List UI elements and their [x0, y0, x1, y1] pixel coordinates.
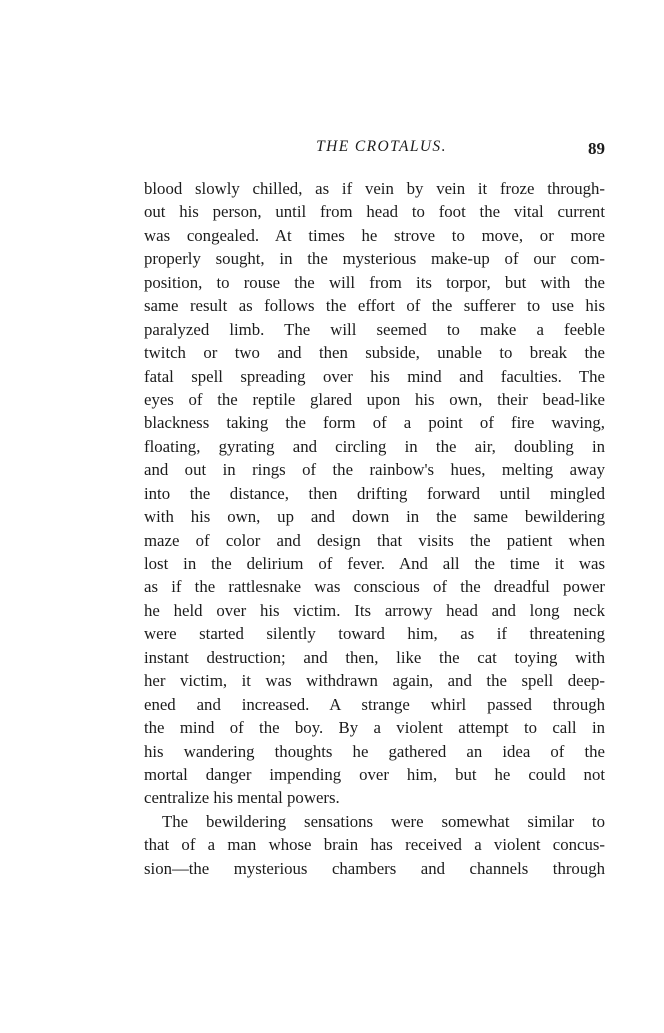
text-line: position, to rouse the will from its torpor, but with the	[144, 272, 605, 292]
text-line: fatal spell spreading over his mind and faculties. The	[144, 366, 605, 386]
text-line: as if the rattlesnake was conscious of the dreadful power	[144, 577, 605, 597]
page-number: 89	[588, 139, 605, 158]
text-line: into the distance, then drifting forward until mingled	[144, 483, 605, 503]
text-line: was congealed. At times he strove to move, or more	[144, 225, 605, 245]
text-line: out his person, until from head to foot the vital current	[144, 202, 605, 222]
text-line: her victim, it was withdrawn again, and the spell deep-	[144, 671, 605, 691]
text-line-paragraph-end: centralize his mental powers.	[144, 788, 340, 808]
text-line: with his own, up and down in the same bewildering	[144, 507, 605, 527]
running-title: THE CROTALUS.	[316, 138, 447, 155]
text-line: maze of color and design that visits the patient when	[144, 530, 605, 550]
text-line: mortal danger impending over him, but he could not	[144, 764, 605, 784]
text-line: twitch or two and then subside, unable to break the	[144, 343, 605, 363]
text-line: paralyzed limb. The will seemed to make a feeble	[144, 319, 605, 339]
body-text	[144, 177, 605, 880]
text-line: blood slowly chilled, as if vein by vein it froze through-	[144, 179, 605, 198]
text-line: same result as follows the effort of the sufferer to use his	[144, 296, 605, 316]
text-line: ened and increased. A strange whirl passed through	[144, 694, 605, 714]
text-line: the mind of the boy. By a violent attempt to call in	[144, 718, 605, 738]
text-line: were started silently toward him, as if threatening	[144, 624, 605, 644]
text-line: eyes of the reptile glared upon his own, their bead-like	[144, 389, 605, 409]
running-head	[144, 138, 605, 164]
text-line: he held over his victim. Its arrowy head and long neck	[144, 600, 605, 620]
text-line: that of a man whose brain has received a violent concus-	[144, 835, 605, 855]
text-line: his wandering thoughts he gathered an idea of the	[144, 741, 605, 761]
text-line: floating, gyrating and circling in the air, doubling in	[144, 436, 605, 456]
text-line: blackness taking the form of a point of fire waving,	[144, 413, 605, 433]
text-line: instant destruction; and then, like the cat toying with	[144, 647, 605, 667]
text-line: sion—the mysterious chambers and channels through	[144, 858, 605, 878]
text-line: and out in rings of the rainbow's hues, melting away	[144, 460, 605, 480]
text-line: properly sought, in the mysterious make-up of our com-	[144, 249, 605, 269]
text-line: lost in the delirium of fever. And all the time it was	[144, 554, 605, 573]
text-line-paragraph-start: The bewildering sensations were somewhat similar to	[162, 811, 605, 831]
